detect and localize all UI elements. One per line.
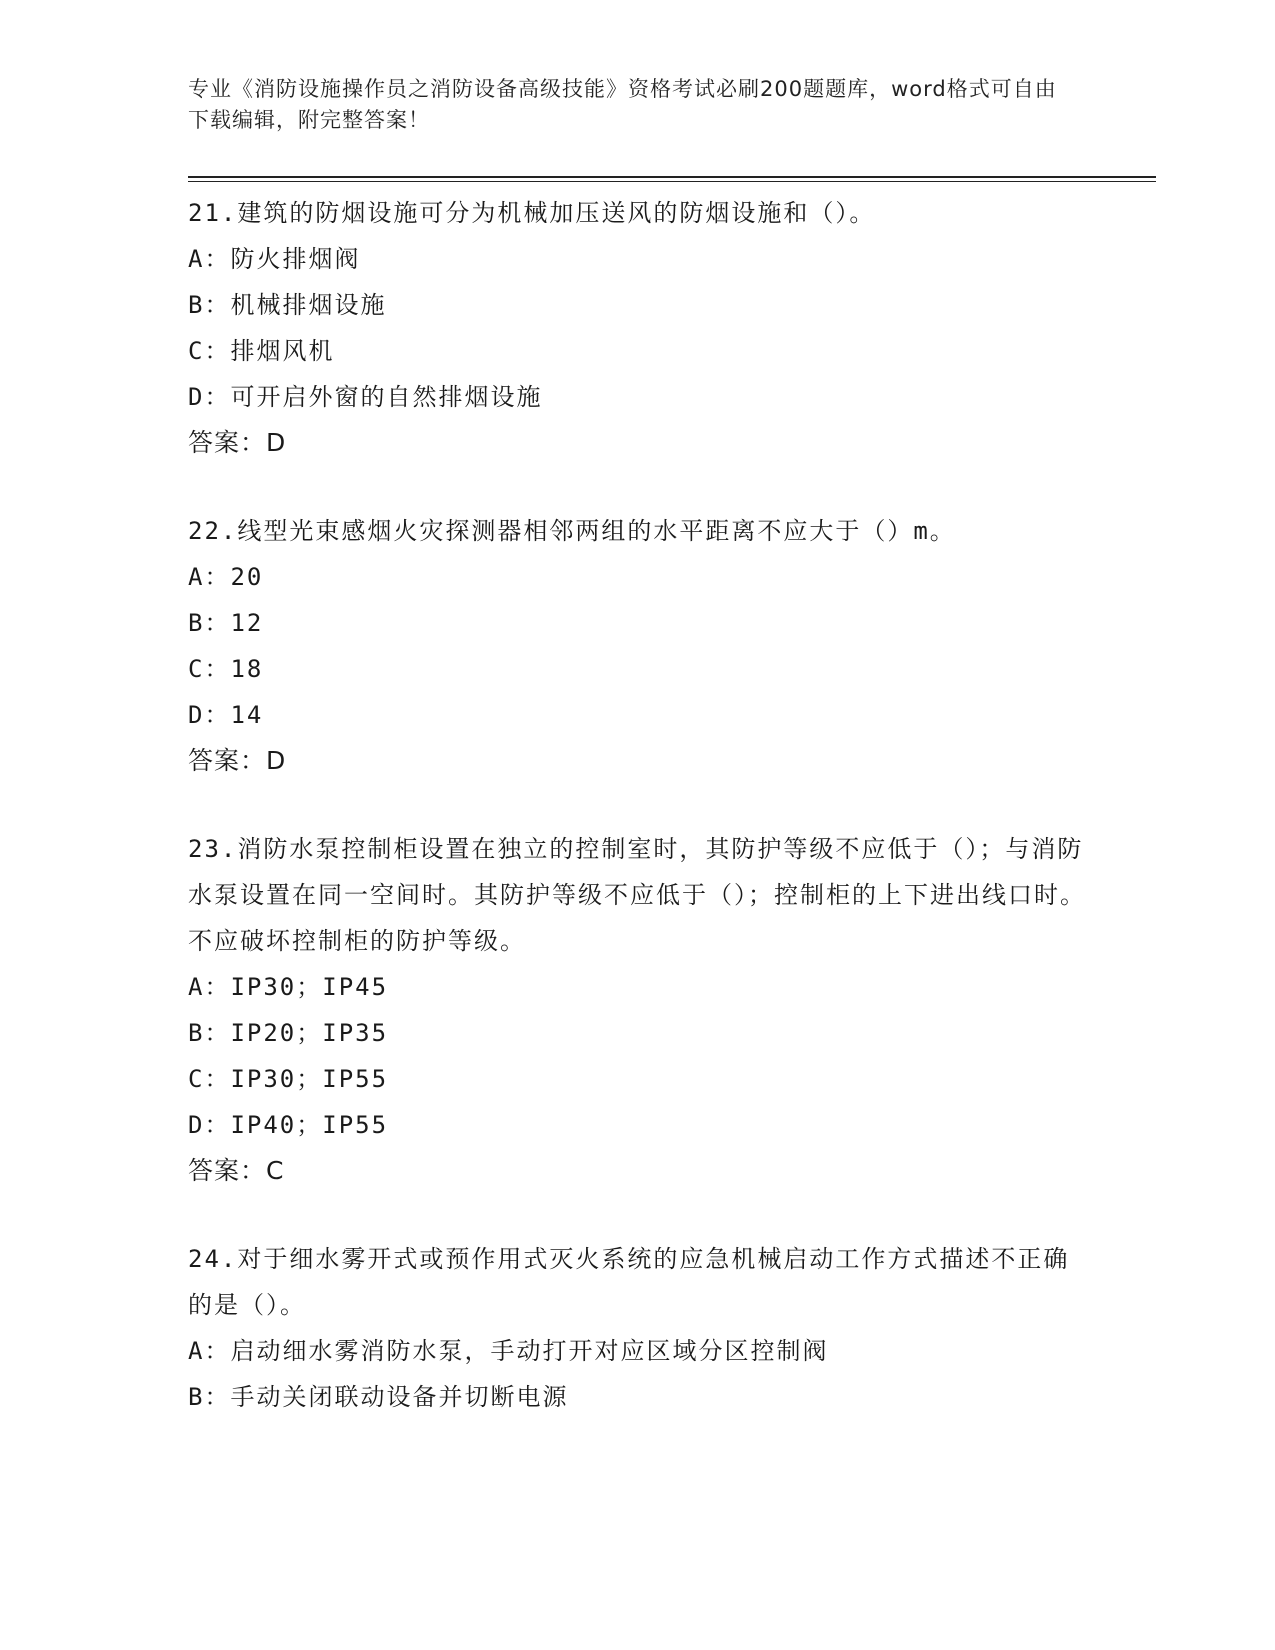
option-b: B：机械排烟设施: [188, 291, 387, 319]
header-divider-thin: [188, 181, 1156, 182]
option-a: A：防火排烟阀: [188, 245, 361, 273]
option-c: C：18: [188, 655, 264, 683]
question-list: [188, 190, 1088, 1462]
option-d: D：14: [188, 701, 264, 729]
option-a: A：IP30；IP45: [188, 973, 389, 1001]
option-c: C：IP30；IP55: [188, 1065, 389, 1093]
document-intro: 专业《消防设施操作员之消防设备高级技能》资格考试必刷200题题库，word格式可自由下载编辑，附完整答案！: [188, 77, 1057, 132]
answer: 答案：D: [188, 428, 287, 457]
option-d: D：可开启外窗的自然排烟设施: [188, 383, 543, 411]
question-21: [188, 190, 1088, 466]
option-b: B：IP20；IP35: [188, 1019, 389, 1047]
option-a: A：20: [188, 563, 264, 591]
question-stem: 24.对于细水雾开式或预作用式灭火系统的应急机械启动工作方式描述不正确的是（）。: [188, 1245, 1070, 1319]
question-stem: 22.线型光束感烟火灾探测器相邻两组的水平距离不应大于（）m。: [188, 517, 956, 545]
option-c: C：排烟风机: [188, 337, 335, 365]
question-22: [188, 508, 1088, 784]
question-23: [188, 826, 1088, 1194]
header-divider-thick: [188, 176, 1156, 178]
option-d: D：IP40；IP55: [188, 1111, 389, 1139]
option-a: A：启动细水雾消防水泵，手动打开对应区域分区控制阀: [188, 1337, 829, 1365]
question-24: [188, 1236, 1088, 1420]
question-stem: 21.建筑的防烟设施可分为机械加压送风的防烟设施和（）。: [188, 199, 876, 227]
question-stem: 23.消防水泵控制柜设置在独立的控制室时，其防护等级不应低于（）；与消防水泵设置在同一空间时。其防护等级不应低于（）；控制柜的上下进出线口时。不应破坏控制柜的防护等级。: [188, 835, 1086, 955]
answer: 答案：D: [188, 746, 287, 775]
answer: 答案：C: [188, 1156, 285, 1185]
option-b: B：手动关闭联动设备并切断电源: [188, 1383, 569, 1411]
option-b: B：12: [188, 609, 264, 637]
